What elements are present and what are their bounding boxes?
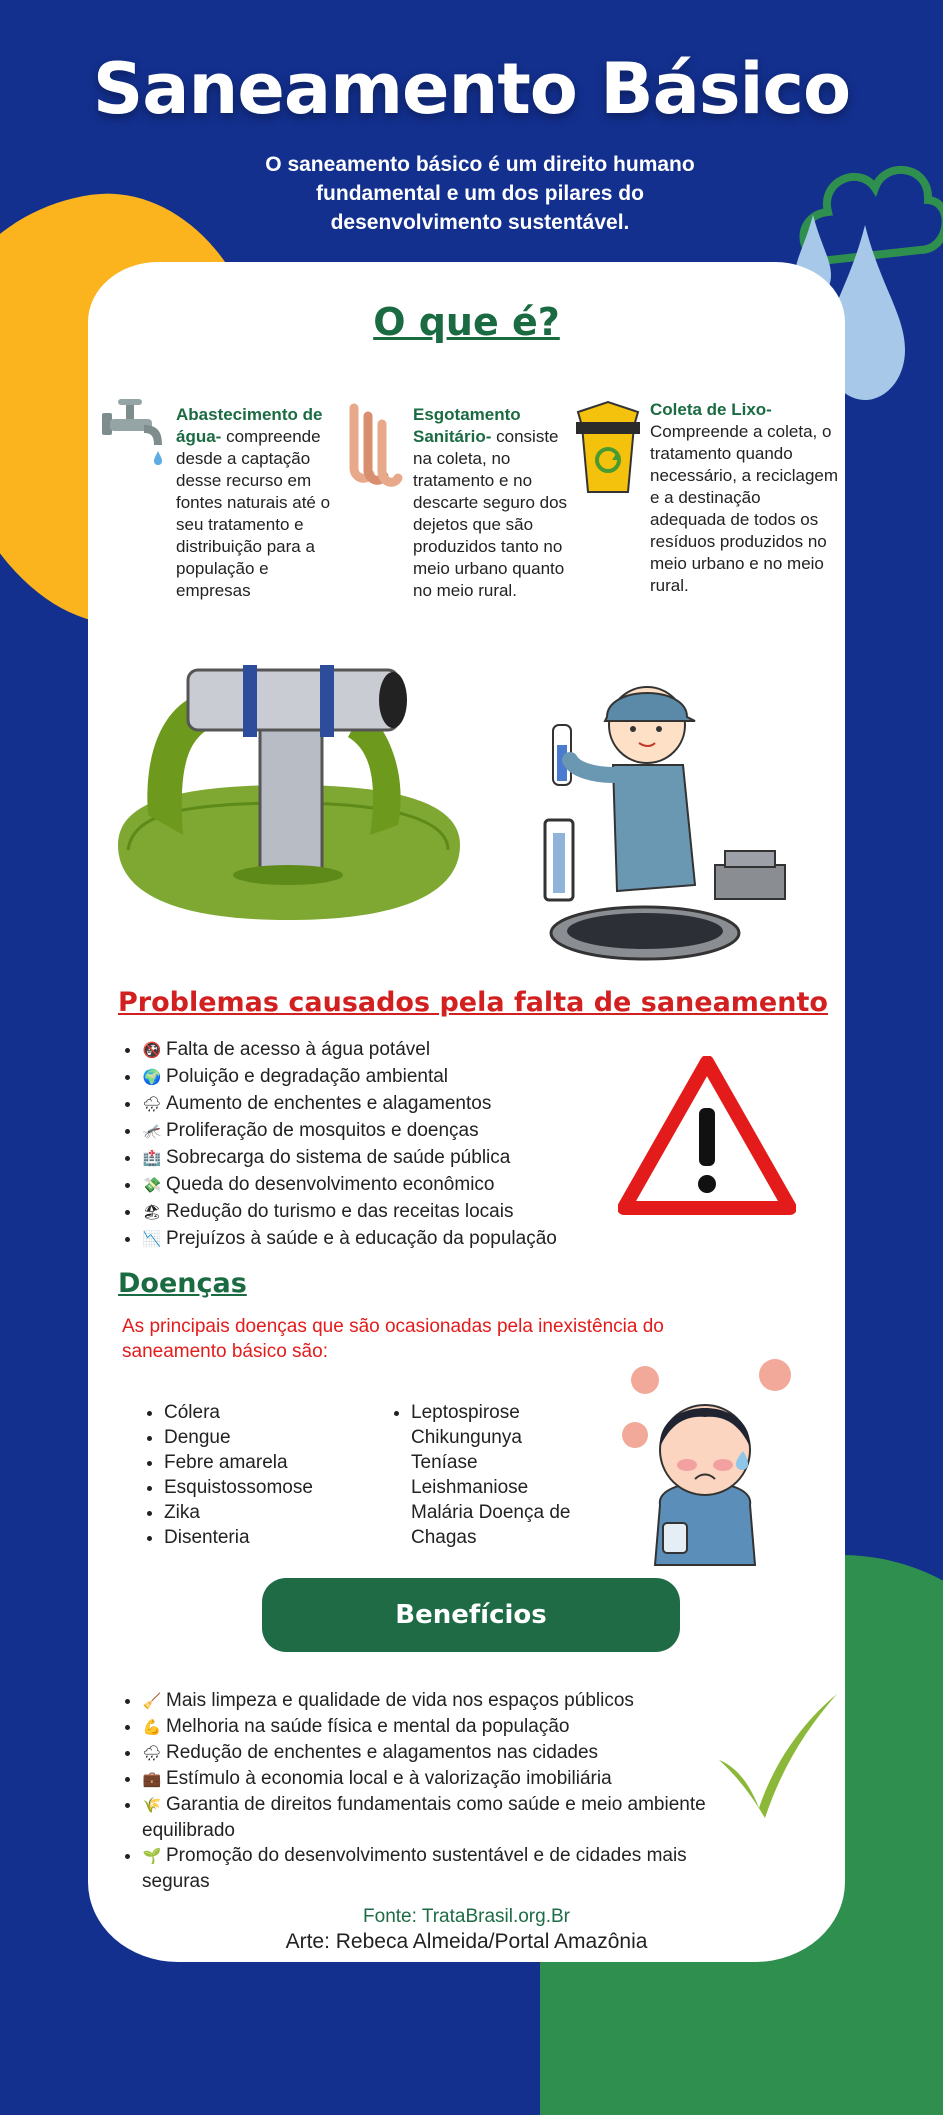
list-item: Chikungunya: [411, 1427, 522, 1448]
benefits-list: [118, 1688, 752, 1894]
list-item: • 🌧 Aumento de enchentes e alagamentos: [142, 1091, 662, 1118]
source-text: Fonte: TrataBrasil.org.Br: [363, 1906, 570, 1927]
sanitation-worker-illustration: [535, 655, 795, 965]
diseases-list-left: [140, 1400, 394, 1550]
list-item: • 🦟 Proliferação de mosquitos e doenças: [142, 1118, 662, 1145]
sewage-text: consiste na coleta, no tratamento e no descarte seguro dos dejetos que são produzidos tanto no meio urbano quanto no meio rural.: [413, 427, 568, 600]
waste-collection-heading: Coleta de Lixo-: [650, 400, 772, 419]
list-item: • 🌱 Promoção do desenvolvimento sustentável e de cidades mais seguras: [142, 1843, 752, 1894]
list-item: • Zika: [164, 1500, 394, 1525]
recycling-bin-icon: [572, 398, 644, 496]
water-supply-heading: Abastecimento de água-: [176, 405, 323, 446]
diseases-list-right: [387, 1400, 621, 1550]
section-title-diseases: Doenças: [118, 1268, 247, 1299]
list-item: • 🏖 Redução do turismo e das receitas locais: [142, 1199, 662, 1226]
list-item: • 🚱 Falta de acesso à água potável: [142, 1037, 662, 1064]
section-title-problems: Problemas causados pela falta de saneamento: [118, 987, 828, 1018]
water-supply-block: [176, 404, 344, 602]
list-item: • 🧹 Mais limpeza e qualidade de vida nos espaços públicos: [142, 1688, 752, 1714]
list-item: • Disenteria: [164, 1525, 394, 1550]
credit-text: Arte: Rebeca Almeida/Portal Amazônia: [285, 1930, 648, 1953]
waste-collection-text: Compreende a coleta, o tratamento quando necessário, a reciclagem e a destinação adequada de todos os resíduos produzidos no meio urbano e no meio rural.: [650, 422, 839, 595]
page-subtitle: O saneamento básico é um direito humano fundamental e um dos pilares do desenvolvimento sustentável.: [265, 153, 695, 234]
sewage-block: [413, 404, 573, 602]
warning-sign-icon: [618, 1056, 796, 1216]
list-item: • 🌍 Poluição e degradação ambiental: [142, 1064, 662, 1091]
sewage-heading: Esgotamento Sanitário-: [413, 405, 521, 446]
list-item: • 📉 Prejuízos à saúde e à educação da população: [142, 1226, 662, 1253]
pipes-icon: [344, 398, 404, 488]
list-item: • Cólera: [164, 1400, 394, 1425]
diseases-intro: As principais doenças que são ocasionadas pela inexistência do saneamento básico são:: [122, 1316, 664, 1362]
list-item: • Dengue: [164, 1425, 394, 1450]
section-title-what-is: O que é?: [373, 300, 560, 344]
checkmark-icon: [715, 1690, 840, 1820]
list-item: • 💪 Melhoria na saúde física e mental da população: [142, 1714, 752, 1740]
faucet-icon: [100, 395, 172, 467]
list-item: • Leptospirose: [411, 1400, 621, 1425]
list-item: • 💼 Estímulo à economia local e à valorização imobiliária: [142, 1766, 752, 1792]
list-item: • 🏥 Sobrecarga do sistema de saúde pública: [142, 1145, 662, 1172]
problems-list: [118, 1037, 662, 1253]
benefits-title-banner: Benefícios: [262, 1578, 680, 1652]
list-item: • Esquistossomose: [164, 1475, 394, 1500]
waste-collection-block: [650, 399, 840, 597]
list-item: • 🌾 Garantia de direitos fundamentais como saúde e meio ambiente equilibrado: [142, 1792, 752, 1843]
water-supply-text: compreende desde a captação desse recurso em fontes naturais até o seu tratamento e distribuição para a população e empresas: [176, 427, 331, 600]
list-item: Malária Doença de Chagas: [411, 1502, 571, 1548]
sick-person-illustration: [615, 1355, 805, 1570]
page-title: Saneamento Básico: [92, 48, 851, 130]
list-item: • 💸 Queda do desenvolvimento econômico: [142, 1172, 662, 1199]
sewage-pipe-illustration: [108, 665, 468, 930]
list-item: Teníase: [411, 1452, 478, 1473]
list-item: • Febre amarela: [164, 1450, 394, 1475]
list-item: • 🌧 Redução de enchentes e alagamentos nas cidades: [142, 1740, 752, 1766]
list-item: Leishmaniose: [411, 1477, 529, 1498]
